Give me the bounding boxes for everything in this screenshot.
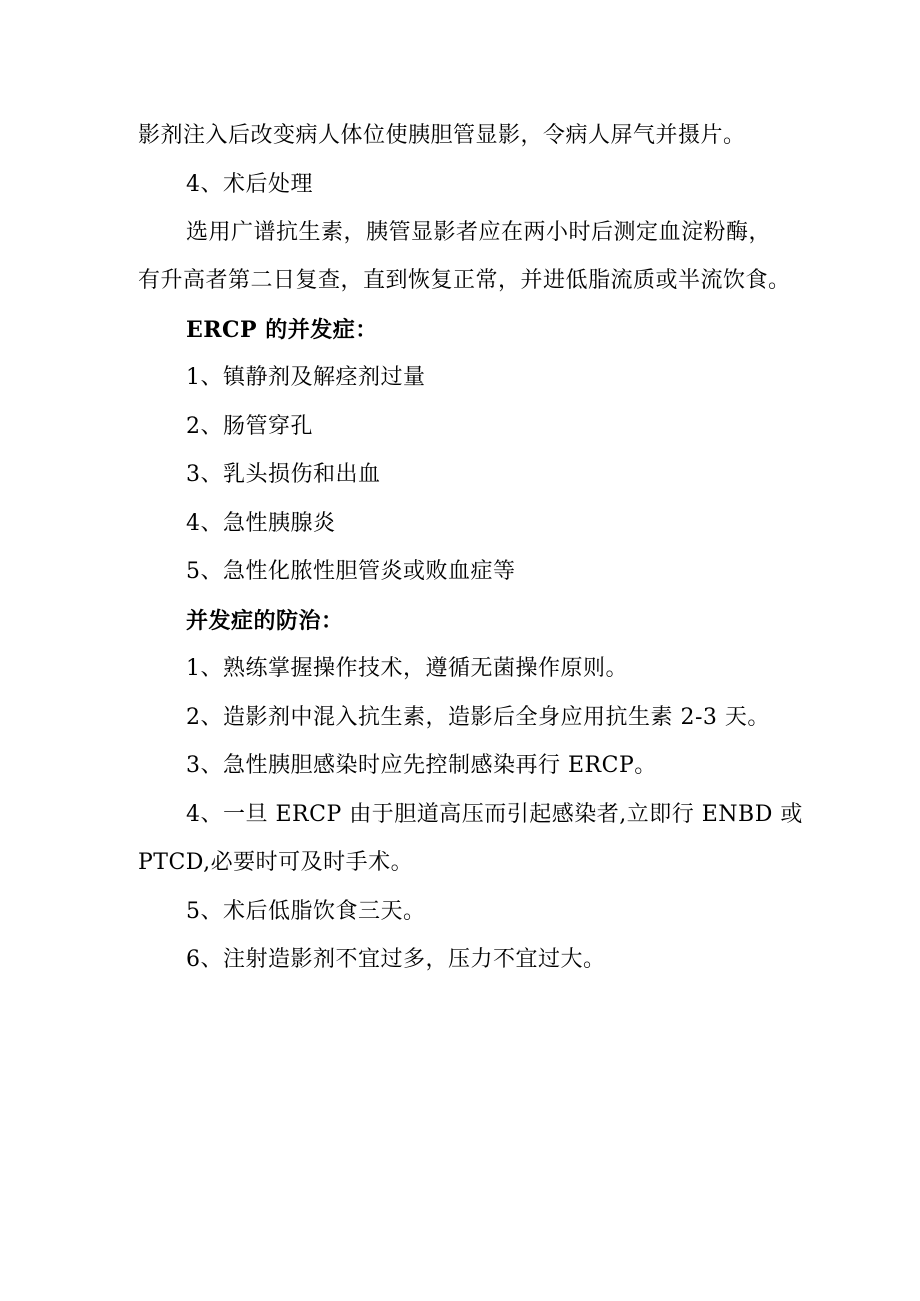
list-item: 2、肠管穿孔 [186,414,313,439]
paragraph-line: 选用广谱抗生素，胰管显影者应在两小时后测定血淀粉酶， [186,220,772,245]
list-item: 4、一旦 ERCP 由于胆道高压而引起感染者,立即行 ENBD 或 [186,802,803,827]
list-item: 6、注射造影剂不宜过多，压力不宜过大。 [186,947,606,972]
list-item: 1、熟练掌握操作技术，遵循无菌操作原则。 [186,656,628,681]
section-heading-prevention: 并发症的防治： [186,608,344,634]
list-item: 3、乳头损伤和出血 [186,462,381,487]
list-item: 1、镇静剂及解痉剂过量 [186,365,426,390]
paragraph-line: 有升高者第二日复查，直到恢复正常，并进低脂流质或半流饮食。 [138,268,791,293]
list-item: 5、急性化脓性胆管炎或败血症等 [186,559,516,584]
list-item-continuation: PTCD,必要时可及时手术。 [138,850,414,875]
list-item: 4、急性胰腺炎 [186,511,336,536]
paragraph-line: 影剂注入后改变病人体位使胰胆管显影，令病人屏气并摄片。 [138,123,746,148]
list-item: 5、术后低脂饮食三天。 [186,899,426,924]
section-heading-complications: ERCP 的并发症： [186,317,378,343]
list-item: 3、急性胰胆感染时应先控制感染再行 ERCP。 [186,753,657,778]
section-heading: 4、术后处理 [186,172,313,197]
list-item: 2、造影剂中混入抗生素，造影后全身应用抗生素 2-3 天。 [186,705,770,730]
